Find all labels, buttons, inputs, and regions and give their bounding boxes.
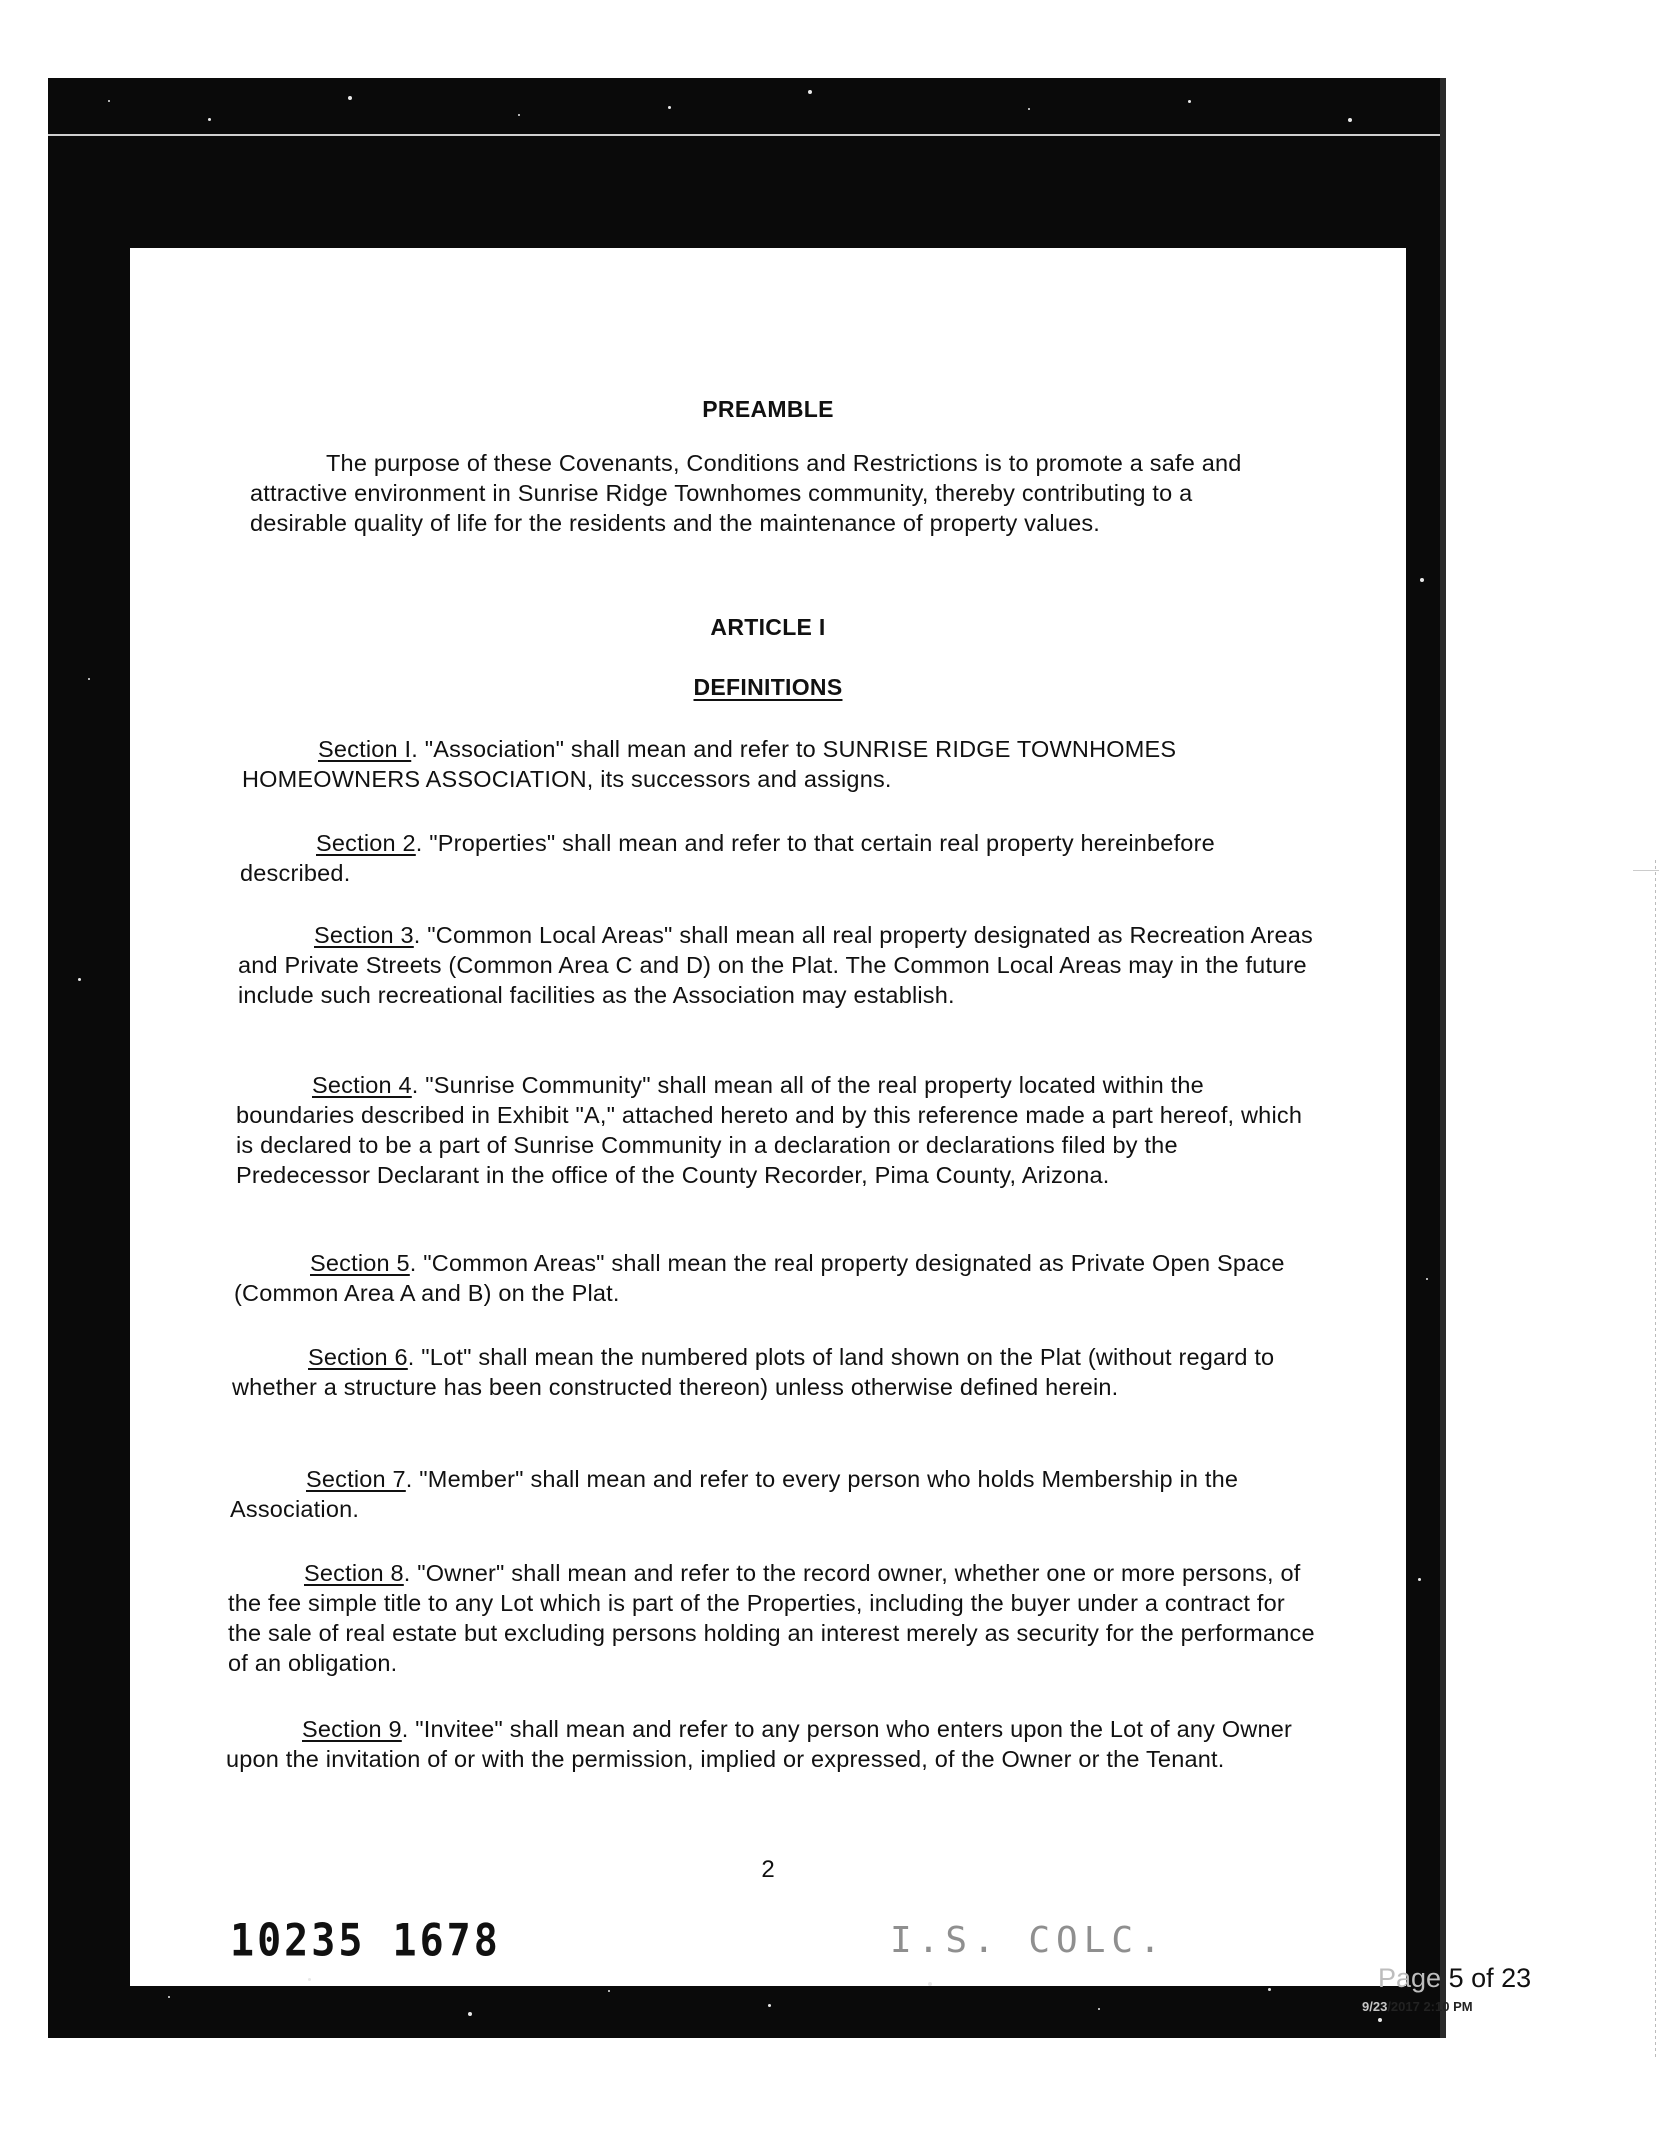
section-8-text: . "Owner" shall mean and refer to the record owner, whether one or more persons, of the fee simple title to any Lot which is part of the Properties, including the buyer under a contract for the sale of real estate but excluding persons holding an interest merely as security for the performance of an obligation. <box>228 1560 1315 1676</box>
section-9-text: . "Invitee" shall mean and refer to any person who enters upon the Lot of any Owner upon the invitation of or with the permission, implied or expressed, of the Owner or the Tenant. <box>226 1716 1293 1772</box>
scan-speck <box>1420 578 1424 582</box>
recorder-docket-stamp: 10235 1678 <box>230 1915 501 1967</box>
scan-speck <box>808 90 812 94</box>
section-9-label: Section 9 <box>302 1716 402 1742</box>
scan-speck <box>768 2004 771 2007</box>
scan-speck <box>1426 1278 1428 1280</box>
preamble-text: The purpose of these Covenants, Conditions and Restrictions is to promote a safe and attractive environment in Sunrise Ridge Townhomes community, thereby contributing to a desirable quality of life for the residents and the maintenance of property values. <box>250 450 1242 536</box>
section-7 <box>230 1464 1300 1524</box>
section-1 <box>242 734 1312 794</box>
scan-speck <box>1098 2008 1100 2010</box>
scan-speck <box>518 114 520 116</box>
scanned-page-frame <box>48 78 1440 2038</box>
section-2 <box>240 828 1310 888</box>
section-2-label: Section 2 <box>316 830 416 856</box>
scan-speck <box>1188 100 1191 103</box>
scan-speck <box>668 106 671 109</box>
article-subtitle-text: DEFINITIONS <box>693 674 843 700</box>
scan-speck <box>348 96 352 100</box>
section-1-label: Section I <box>318 736 412 762</box>
section-7-label: Section 7 <box>306 1466 406 1492</box>
scan-speck <box>608 1990 610 1992</box>
section-3-label: Section 3 <box>314 922 414 948</box>
scan-edge <box>1440 78 1446 2038</box>
section-3-text: . "Common Local Areas" shall mean all real property designated as Recreation Areas and Private Streets (Common Area C and D) on the Plat. The Common Local Areas may in the future include such recreational facilities as the Association may establish. <box>238 922 1313 1008</box>
section-3 <box>238 920 1328 1010</box>
scan-speck <box>468 2012 472 2016</box>
section-5-label: Section 5 <box>310 1250 410 1276</box>
scan-speck <box>208 118 211 121</box>
section-6-text: . "Lot" shall mean the numbered plots of land shown on the Plat (without regard to whether a structure has been constructed thereon) unless otherwise defined herein. <box>232 1344 1275 1400</box>
scan-speck <box>928 1982 932 1986</box>
document-body <box>130 248 1406 1986</box>
scan-speck <box>168 1996 170 1998</box>
document-page <box>130 248 1406 1986</box>
scan-speck <box>88 678 90 680</box>
article-title: ARTICLE I <box>710 614 826 640</box>
section-4-text: . "Sunrise Community" shall mean all of the real property located within the boundaries described in Exhibit "A," attached hereto and by this reference made a part hereof, which is declared to be a part of Sunrise Community in a declaration or declarations filed by the Predecessor Declarant in the office of the County Recorder, Pima County, Arizona. <box>236 1072 1303 1188</box>
scan-speck <box>1378 2018 1382 2022</box>
right-margin-dashes <box>1655 860 1656 2060</box>
page-counter-prefix: Page <box>1378 1963 1442 1993</box>
section-4 <box>236 1070 1316 1190</box>
section-9 <box>226 1714 1316 1774</box>
page-counter-value: 5 of 23 <box>1448 1963 1532 1993</box>
scan-speck <box>308 1978 311 1981</box>
print-date-faded: 9/23 <box>1362 1999 1388 2014</box>
preamble-paragraph <box>250 448 1294 538</box>
faint-recorder-stamp: I.S. COLC. <box>890 1920 1167 1961</box>
section-5-text: . "Common Areas" shall mean the real property designated as Private Open Space (Common Area A and B) on the Plat. <box>234 1250 1285 1306</box>
print-date: /2017 2:10 PM <box>1387 1999 1473 2014</box>
scan-speck <box>78 978 81 981</box>
article-subtitle <box>130 674 1406 701</box>
scan-speck <box>1348 118 1352 122</box>
section-8-label: Section 8 <box>304 1560 404 1586</box>
scan-speck <box>1028 108 1030 110</box>
section-4-label: Section 4 <box>312 1072 412 1098</box>
section-6-label: Section 6 <box>308 1344 408 1370</box>
right-margin-tick <box>1633 870 1659 871</box>
section-7-text: . "Member" shall mean and refer to every person who holds Membership in the Association. <box>230 1466 1239 1522</box>
scan-speck <box>1268 1988 1271 1991</box>
section-1-text: . "Association" shall mean and refer to SUNRISE RIDGE TOWNHOMES HOMEOWNERS ASSOCIATION, its successors and assigns. <box>242 736 1177 792</box>
section-6 <box>232 1342 1312 1402</box>
scan-top-rule <box>48 134 1440 136</box>
viewer-print-timestamp <box>1362 1999 1473 2014</box>
section-5 <box>234 1248 1304 1308</box>
section-8 <box>228 1558 1318 1678</box>
scan-speck <box>108 100 110 102</box>
scan-speck <box>1418 1578 1421 1581</box>
section-2-text: . "Properties" shall mean and refer to that certain real property hereinbefore described. <box>240 830 1215 886</box>
viewer-page-counter <box>1378 1963 1531 1994</box>
preamble-title: PREAMBLE <box>702 396 834 422</box>
page-number: 2 <box>761 1856 775 1883</box>
